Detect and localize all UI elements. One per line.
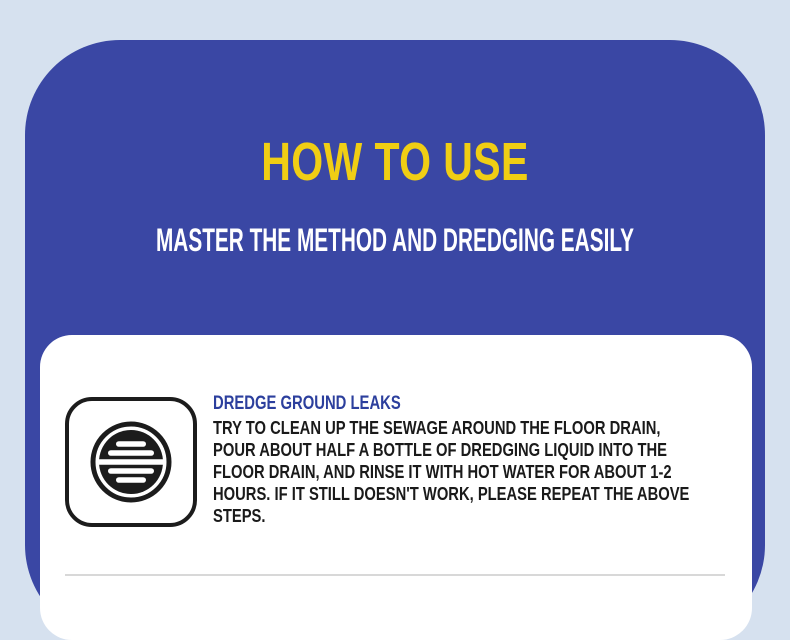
step-title: DREDGE GROUND LEAKS <box>213 393 401 414</box>
step-body-line: FLOOR DRAIN, AND RINSE IT WITH HOT WATER FOR ABOUT 1-2 <box>213 462 672 482</box>
instruction-card <box>40 335 752 640</box>
floor-drain-icon <box>65 397 197 527</box>
step-item <box>213 394 790 527</box>
next-section-divider <box>65 574 725 576</box>
floor-drain-glyph <box>89 420 173 504</box>
page-subtitle: MASTER THE METHOD AND DREDGING EASILY <box>155 222 635 258</box>
step-body-line: HOURS. IF IT STILL DOESN'T WORK, PLEASE REPEAT THE ABOVE <box>213 484 690 504</box>
hero-panel <box>25 40 765 640</box>
step-body <box>213 417 689 527</box>
step-body-line: TRY TO CLEAN UP THE SEWAGE AROUND THE FLOOR DRAIN, <box>213 418 661 438</box>
step-body-line: STEPS. <box>213 506 266 526</box>
step-body-line: POUR ABOUT HALF A BOTTLE OF DREDGING LIQUID INTO THE <box>213 440 667 460</box>
page-title: HOW TO USE <box>261 132 529 192</box>
